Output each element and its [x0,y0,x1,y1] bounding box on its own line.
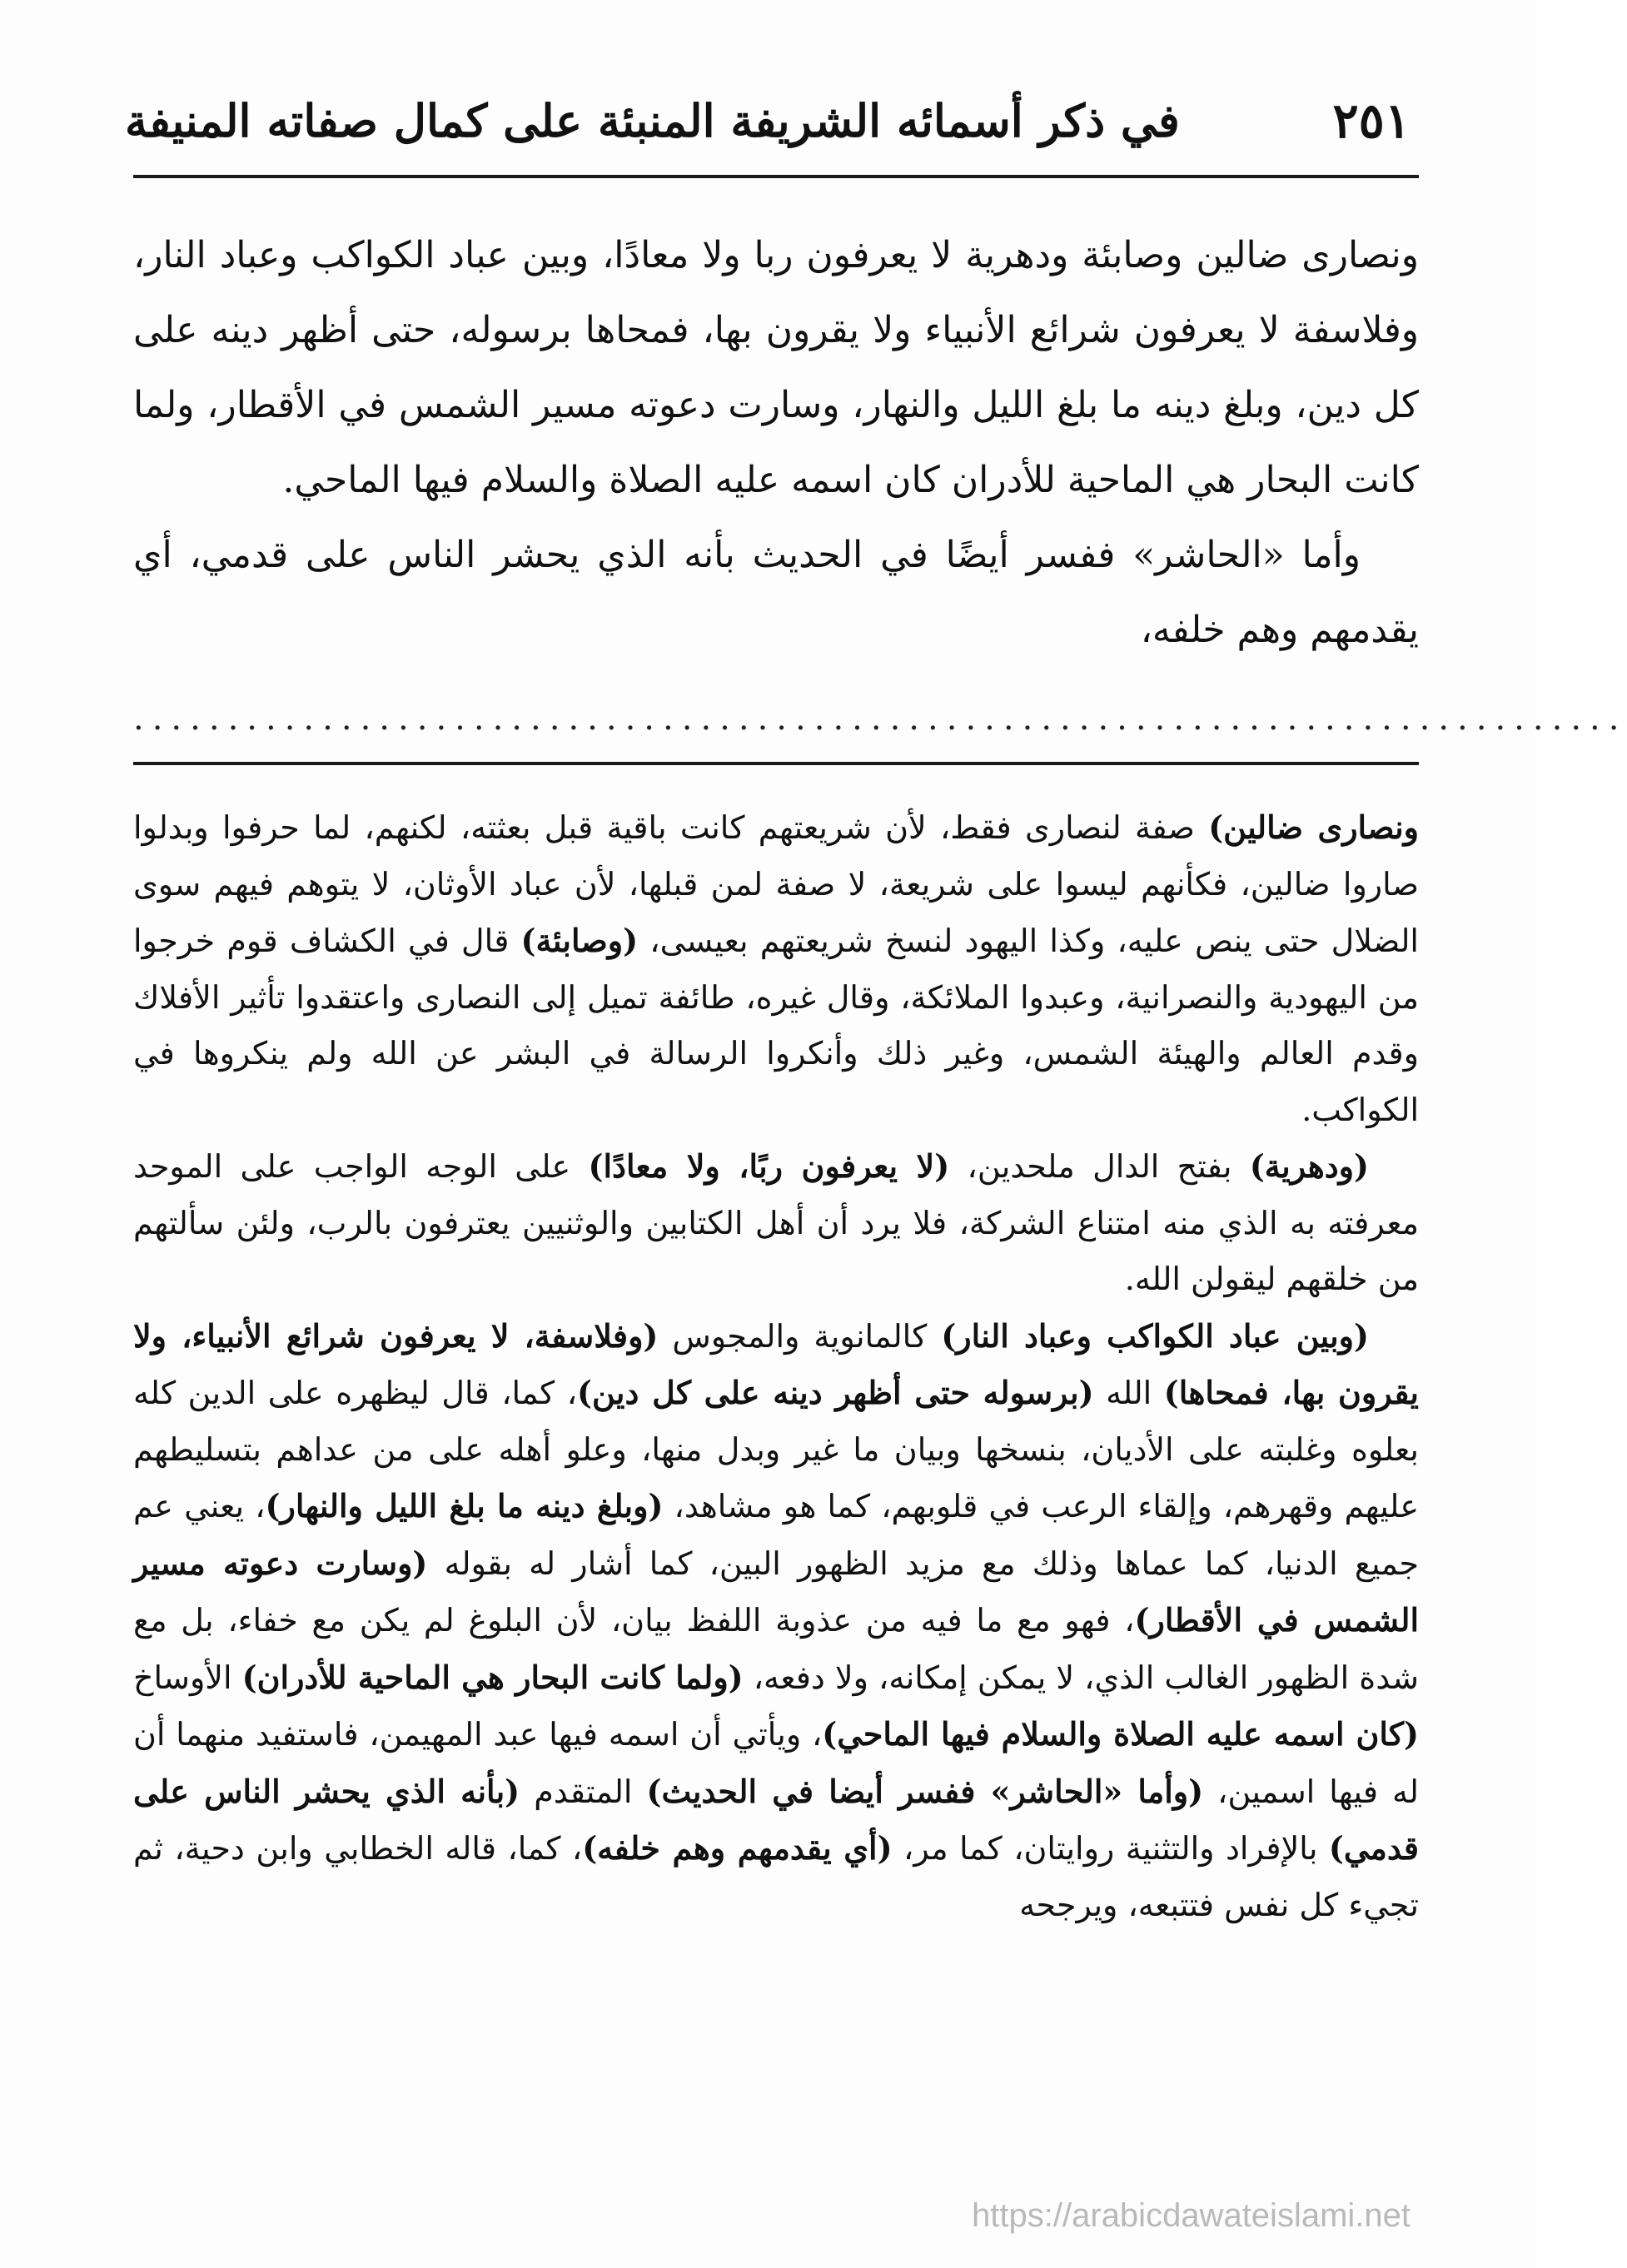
running-header [125,87,1411,154]
commentary-bold: (ودهرية) [1249,1147,1369,1185]
commentary-bold: (كان اسمه عليه الصلاة والسلام فيها الماحي) [822,1715,1419,1753]
header-title: في ذكر أسمائه الشريفة المنبئة على كمال صفاته المنيفة [125,94,1180,147]
main-paragraph-2: وأما «الحاشر» ففسر أيضًا في الحديث بأنه الذي يحشر الناس على قدمي، أي يقدمهم وهم خلفه، [133,534,1419,651]
commentary-text: ، ويأتي أن اسمه فيها عبد المهيمن، فاستفيد منهما أن له فيها اسمين، [133,1716,1419,1810]
commentary-text: قال في الكشاف قوم خرجوا من اليهودية والنصرانية، وعبدوا الملائكة، وقال غيره، طائفة تميل إلى النصارى واعتقدوا تأثير الأفلاك وقدم العالم والهيئة الشمس، وغير ذلك وأنكروا الرسالة في البشر عن الله ولم ينكروها في الكواكب. [133,923,1419,1128]
commentary-bold: (وسارت دعوته مسير الشمس في الأقطار) [133,1544,1419,1639]
watermark-url: https://arabicdawateislami.net [972,2197,1411,2234]
main-paragraph-1: ونصارى ضالين وصابئة ودهرية لا يعرفون ربا ولا معادًا، وبين عباد الكواكب وعباد النار، وفلاسفة لا يعرفون شرائع الأنبياء ولا يقرون بها، فمحاها برسوله، حتى أظهر دينه على كل دين، وبلغ دينه ما بلغ الليل والنهار، وسارت دعوته مسير الشمس في الأقطار، ولما كانت البحار هي الماحية للأدران كان اسمه عليه الصلاة والسلام فيها الماحي. [133,234,1419,501]
commentary-bold: (ولما كانت البحار هي الماحية للأدران) [241,1658,744,1696]
commentary-bold: (وبلغ دينه ما بلغ الليل والنهار) [265,1487,664,1524]
commentary-bold: (وبين عباد الكواكب وعباد النار) [941,1316,1370,1355]
commentary-text: ، فهو مع ما فيه من عذوبة اللفظ بيان، لأن البلوغ لم يكن مع خفاء، بل مع شدة الظهور الغالب الذي، لا يمكن إمكانه، ولا دفعه، [133,1602,1420,1696]
commentary-text: بالإفراد والتثنية روايتان، كما مر، [892,1830,1329,1867]
commentary-text: المتقدم [520,1773,647,1810]
commentary-text: صفة لنصارى فقط، لأن شريعتهم كانت باقية قبل بعثته، لكنهم، لما حرفوا وبدلوا صاروا ضالين، فكأنهم ليسوا على شريعة، لا صفة لمن قبلها، لأن عباد الأوثان، لا يتوهم فيهم سوى الضلال حتى ينص عليه، وكذا اليهود لنسخ شريعتهم بعيسى، [133,809,1419,959]
commentary-paragraph-2 [133,1138,1419,1308]
commentary-text: بفتح الدال ملحدين، [949,1148,1250,1185]
commentary-bold: (برسوله حتى أظهر دينه على كل دين) [576,1374,1094,1411]
commentary-text: على الوجه الواجب على الموحد معرفته به الذي منه امتناع الشركة، فلا يرد أن أهل الكتابين والوثنيين يعترفون بالرب، ولئن سألتهم من خلقهم ليقولن الله. [133,1148,1419,1297]
commentary-bold: ونصارى ضالين) [1208,808,1419,846]
commentary-bold: (بأنه الذي يحشر الناس على قدمي) [133,1772,1419,1867]
commentary-text: الله [1093,1375,1164,1411]
commentary-bold: (وأما «الحاشر» ففسر أيضا في الحديث) [646,1772,1204,1810]
commentary-bold: (لا يعرفون ربًا، ولا معادًا) [588,1147,950,1185]
commentary-text: ، كما، قاله الخطابي وابن دحية، ثم تجيء كل نفس فتتبعه، ويرجحه [133,1830,1419,1923]
commentary [133,799,1419,1933]
commentary-text: ، كما، قال ليظهره على الدين كله بعلوه وغلبته على الأديان، بنسخها وبيان ما غير وبدل منها، وعلو أهله على من عداهم بتسليطهم عليهم وقهرهم، وإلقاء الرعب في قلوبهم، كما هو مشاهد، [133,1375,1419,1524]
footnote-divider [133,762,1419,765]
commentary-text: ، يعني عم جميع الدنيا، كما عماها وذلك مع مزيد الظهور البين، كما أشار له بقوله [133,1488,1419,1582]
continuation-dots: ............................................................................... [133,699,1627,738]
header-rule [133,175,1419,178]
page-number: ٢٥١ [1332,92,1411,149]
commentary-bold: (وفلاسفة، لا يعرفون شرائع الأنبياء، ولا يقرون بها، فمحاها) [133,1316,1419,1411]
commentary-paragraph-1 [133,799,1419,1138]
commentary-text: الأوساخ [133,1659,242,1696]
commentary-paragraph-3 [133,1308,1419,1934]
commentary-bold: (وصابئة) [520,922,639,959]
main-text [133,218,1419,668]
commentary-bold: (أي يقدمهم وهم خلفه) [582,1829,893,1867]
commentary-text: كالمانوية والمجوس [658,1317,942,1355]
